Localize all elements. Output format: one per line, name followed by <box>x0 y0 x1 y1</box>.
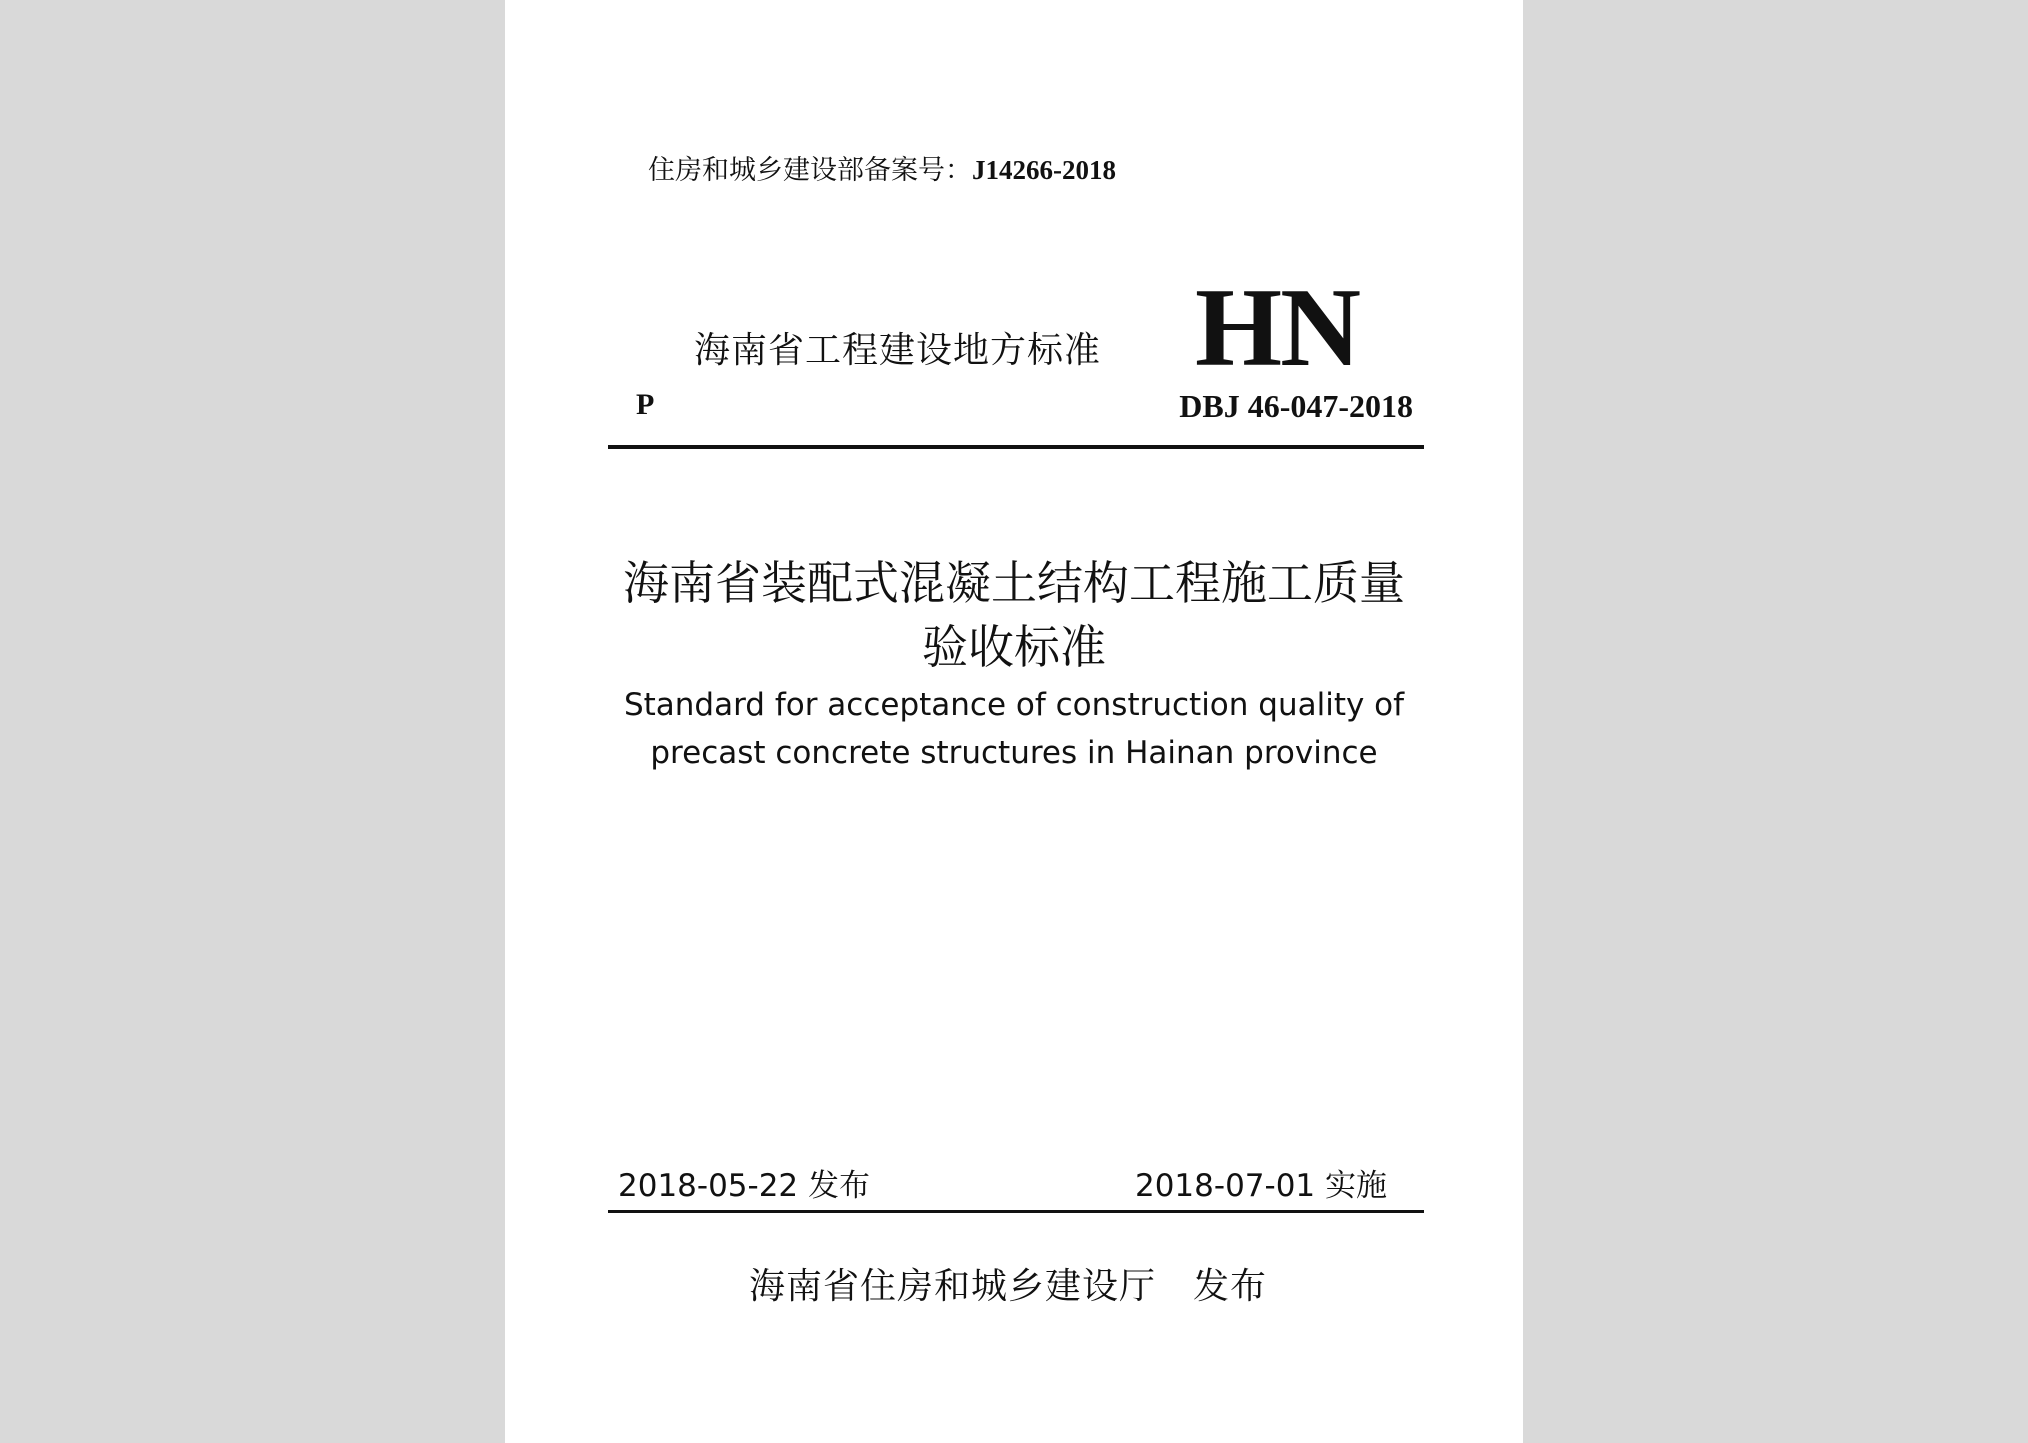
filing-number <box>648 148 1116 187</box>
standard-number: DBJ 46-047-2018 <box>1179 388 1413 424</box>
publisher: 海南省住房和城乡建设厅 发布 <box>749 1266 1268 1307</box>
document-page <box>505 0 1523 1443</box>
filing-label: 住房和城乡建设部备案号： <box>648 155 972 185</box>
issue-date: 2018-05-22 发布 <box>618 1168 871 1204</box>
title-zh-line2: 验收标准 <box>922 620 1106 674</box>
filing-code: J14266-2018 <box>972 155 1116 185</box>
title-zh-line1: 海南省装配式混凝土结构工程施工质量 <box>623 556 1405 610</box>
hn-logo: HN <box>1195 266 1359 390</box>
classification-code: P <box>636 388 655 421</box>
bottom-divider <box>608 1210 1424 1213</box>
standard-type: 海南省工程建设地方标准 <box>694 330 1102 371</box>
top-divider <box>608 445 1424 449</box>
implementation-date: 2018-07-01 实施 <box>1134 1168 1387 1204</box>
title-en-line2: precast concrete structures in Hainan province <box>650 735 1378 771</box>
title-en-line1: Standard for acceptance of construction quality of <box>623 687 1405 723</box>
